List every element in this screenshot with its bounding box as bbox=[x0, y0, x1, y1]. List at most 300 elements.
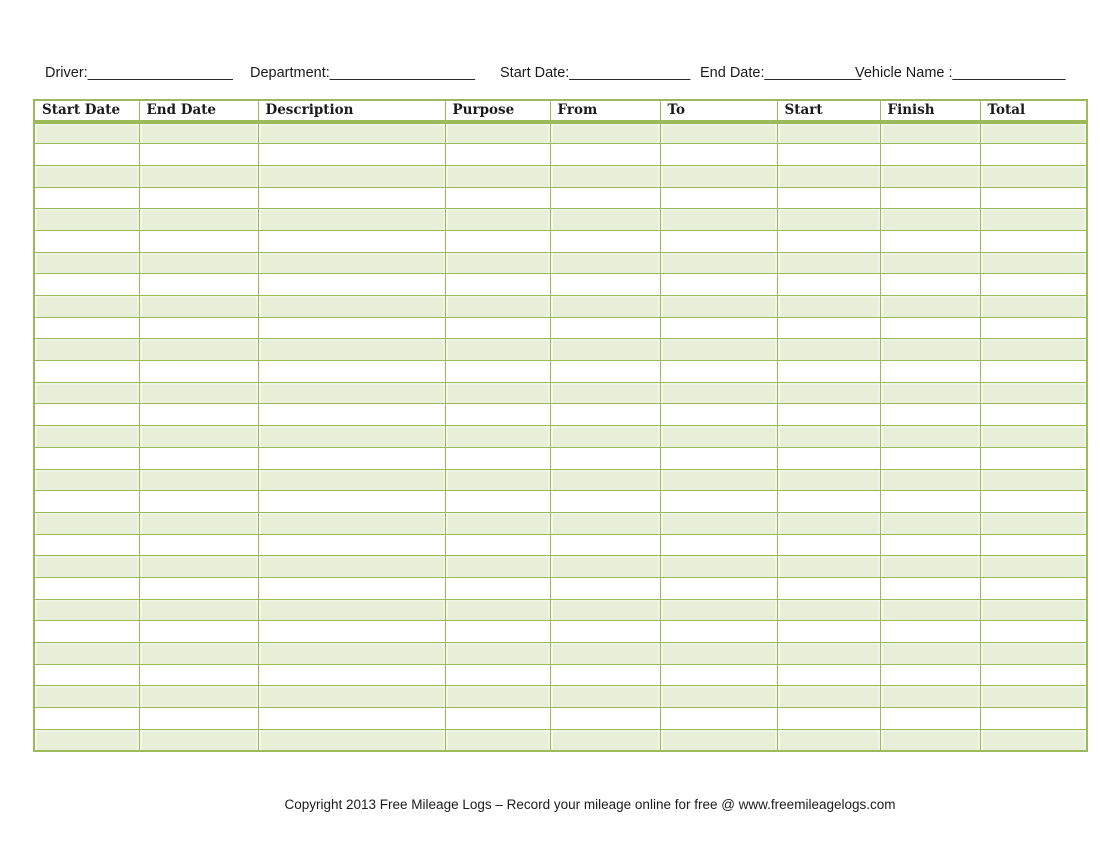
table-cell bbox=[34, 599, 139, 621]
table-cell bbox=[445, 469, 550, 491]
table-cell bbox=[139, 404, 258, 426]
table-cell bbox=[660, 274, 777, 296]
table-cell bbox=[34, 404, 139, 426]
table-cell bbox=[550, 296, 660, 318]
table-cell bbox=[660, 339, 777, 361]
table-cell bbox=[550, 252, 660, 274]
table-cell bbox=[550, 556, 660, 578]
table-cell bbox=[980, 621, 1087, 643]
table-cell bbox=[34, 469, 139, 491]
table-cell bbox=[258, 296, 445, 318]
table-cell bbox=[258, 187, 445, 209]
table-cell bbox=[258, 339, 445, 361]
table-cell bbox=[34, 382, 139, 404]
table-cell bbox=[34, 577, 139, 599]
start-date-field: Start Date:_______________ bbox=[500, 65, 691, 81]
table-cell bbox=[34, 686, 139, 708]
table-cell bbox=[550, 230, 660, 252]
table-cell bbox=[980, 209, 1087, 231]
table-cell bbox=[880, 230, 980, 252]
table-cell bbox=[660, 643, 777, 665]
table-cell bbox=[550, 209, 660, 231]
table-cell bbox=[660, 252, 777, 274]
table-cell bbox=[258, 426, 445, 448]
table-cell bbox=[777, 426, 880, 448]
table-cell bbox=[258, 274, 445, 296]
table-cell bbox=[258, 577, 445, 599]
column-header-end-date: End Date bbox=[139, 100, 258, 122]
table-cell bbox=[980, 361, 1087, 383]
table-cell bbox=[777, 361, 880, 383]
end-date-field: End Date:____________ bbox=[700, 65, 862, 81]
table-cell bbox=[777, 534, 880, 556]
table-cell bbox=[445, 122, 550, 144]
column-header-description: Description bbox=[258, 100, 445, 122]
table-cell bbox=[258, 621, 445, 643]
table-cell bbox=[880, 643, 980, 665]
table-cell bbox=[880, 274, 980, 296]
table-cell bbox=[445, 187, 550, 209]
table-cell bbox=[880, 252, 980, 274]
table-cell bbox=[139, 512, 258, 534]
table-cell bbox=[258, 556, 445, 578]
table-cell bbox=[445, 339, 550, 361]
table-cell bbox=[660, 556, 777, 578]
table-cell bbox=[777, 339, 880, 361]
table-cell bbox=[980, 404, 1087, 426]
table-cell bbox=[258, 664, 445, 686]
table-cell bbox=[980, 686, 1087, 708]
table-cell bbox=[880, 296, 980, 318]
table-cell bbox=[139, 230, 258, 252]
table-cell bbox=[34, 296, 139, 318]
table-row bbox=[34, 122, 1087, 144]
table-cell bbox=[34, 187, 139, 209]
table-cell bbox=[258, 144, 445, 166]
table-cell bbox=[880, 339, 980, 361]
table-cell bbox=[880, 512, 980, 534]
table-row bbox=[34, 144, 1087, 166]
table-row bbox=[34, 599, 1087, 621]
table-row bbox=[34, 382, 1087, 404]
table-cell bbox=[139, 621, 258, 643]
table-cell bbox=[660, 512, 777, 534]
table-cell bbox=[777, 512, 880, 534]
column-header-to: To bbox=[660, 100, 777, 122]
table-cell bbox=[445, 382, 550, 404]
table-cell bbox=[980, 426, 1087, 448]
table-cell bbox=[777, 404, 880, 426]
table-cell bbox=[550, 621, 660, 643]
table-cell bbox=[777, 317, 880, 339]
table-row bbox=[34, 534, 1087, 556]
table-cell bbox=[139, 274, 258, 296]
table-row bbox=[34, 621, 1087, 643]
table-cell bbox=[980, 317, 1087, 339]
table-cell bbox=[980, 643, 1087, 665]
table-cell bbox=[880, 491, 980, 513]
table-cell bbox=[139, 491, 258, 513]
table-cell bbox=[660, 599, 777, 621]
table-cell bbox=[139, 122, 258, 144]
table-cell bbox=[550, 361, 660, 383]
table-cell bbox=[550, 664, 660, 686]
table-row bbox=[34, 686, 1087, 708]
table-row bbox=[34, 664, 1087, 686]
table-cell bbox=[980, 556, 1087, 578]
table-cell bbox=[258, 599, 445, 621]
table-cell bbox=[34, 209, 139, 231]
table-cell bbox=[660, 404, 777, 426]
table-cell bbox=[777, 209, 880, 231]
table-cell bbox=[777, 144, 880, 166]
table-cell bbox=[258, 382, 445, 404]
table-cell bbox=[550, 339, 660, 361]
table-cell bbox=[980, 729, 1087, 751]
table-cell bbox=[445, 643, 550, 665]
table-cell bbox=[777, 664, 880, 686]
table-cell bbox=[880, 686, 980, 708]
table-cell bbox=[980, 708, 1087, 730]
table-cell bbox=[139, 534, 258, 556]
table-cell bbox=[660, 296, 777, 318]
table-row bbox=[34, 491, 1087, 513]
column-header-from: From bbox=[550, 100, 660, 122]
table-cell bbox=[660, 534, 777, 556]
table-cell bbox=[777, 274, 880, 296]
mileage-log-table bbox=[33, 99, 1088, 752]
table-cell bbox=[550, 577, 660, 599]
table-cell bbox=[980, 122, 1087, 144]
table-row bbox=[34, 274, 1087, 296]
table-cell bbox=[880, 469, 980, 491]
table-cell bbox=[550, 686, 660, 708]
table-cell bbox=[980, 230, 1087, 252]
table-cell bbox=[258, 404, 445, 426]
table-cell bbox=[139, 317, 258, 339]
table-cell bbox=[777, 621, 880, 643]
table-cell bbox=[258, 491, 445, 513]
table-cell bbox=[550, 447, 660, 469]
table-cell bbox=[445, 621, 550, 643]
table-cell bbox=[445, 144, 550, 166]
table-cell bbox=[445, 447, 550, 469]
table-cell bbox=[34, 252, 139, 274]
table-cell bbox=[34, 643, 139, 665]
table-cell bbox=[139, 426, 258, 448]
table-cell bbox=[550, 469, 660, 491]
table-cell bbox=[660, 491, 777, 513]
table-cell bbox=[258, 165, 445, 187]
table-cell bbox=[660, 382, 777, 404]
table-cell bbox=[880, 187, 980, 209]
table-cell bbox=[445, 274, 550, 296]
table-cell bbox=[880, 361, 980, 383]
table-cell bbox=[445, 165, 550, 187]
table-cell bbox=[445, 599, 550, 621]
table-body bbox=[34, 122, 1087, 751]
table-cell bbox=[880, 708, 980, 730]
table-cell bbox=[445, 708, 550, 730]
table-cell bbox=[34, 708, 139, 730]
vehicle-name-field: Vehicle Name :______________ bbox=[855, 65, 1066, 81]
table-cell bbox=[980, 664, 1087, 686]
table-cell bbox=[550, 144, 660, 166]
table-cell bbox=[139, 708, 258, 730]
table-cell bbox=[34, 621, 139, 643]
table-cell bbox=[880, 621, 980, 643]
table-cell bbox=[34, 165, 139, 187]
table-cell bbox=[880, 317, 980, 339]
table-cell bbox=[258, 447, 445, 469]
table-cell bbox=[777, 296, 880, 318]
table-row bbox=[34, 339, 1087, 361]
table-cell bbox=[445, 209, 550, 231]
table-row bbox=[34, 209, 1087, 231]
table-cell bbox=[139, 643, 258, 665]
table-cell bbox=[258, 317, 445, 339]
table-cell bbox=[258, 209, 445, 231]
table-cell bbox=[660, 729, 777, 751]
table-cell bbox=[980, 447, 1087, 469]
table-cell bbox=[660, 708, 777, 730]
table-cell bbox=[445, 426, 550, 448]
table-cell bbox=[660, 230, 777, 252]
table-cell bbox=[880, 599, 980, 621]
table-cell bbox=[550, 534, 660, 556]
table-cell bbox=[550, 426, 660, 448]
table-cell bbox=[445, 230, 550, 252]
table-row bbox=[34, 230, 1087, 252]
table-cell bbox=[777, 491, 880, 513]
table-cell bbox=[880, 577, 980, 599]
table-row bbox=[34, 469, 1087, 491]
table-cell bbox=[777, 729, 880, 751]
table-cell bbox=[980, 512, 1087, 534]
table-cell bbox=[660, 426, 777, 448]
table-cell bbox=[660, 209, 777, 231]
table-cell bbox=[445, 296, 550, 318]
table-row bbox=[34, 512, 1087, 534]
table-cell bbox=[445, 361, 550, 383]
table-cell bbox=[880, 404, 980, 426]
table-cell bbox=[880, 382, 980, 404]
table-cell bbox=[550, 729, 660, 751]
table-cell bbox=[34, 512, 139, 534]
table-cell bbox=[445, 556, 550, 578]
table-row bbox=[34, 729, 1087, 751]
table-cell bbox=[660, 144, 777, 166]
table-cell bbox=[777, 382, 880, 404]
table-cell bbox=[660, 664, 777, 686]
table-cell bbox=[550, 187, 660, 209]
table-row bbox=[34, 404, 1087, 426]
table-row bbox=[34, 643, 1087, 665]
table-cell bbox=[139, 361, 258, 383]
table-cell bbox=[660, 187, 777, 209]
table-cell bbox=[258, 122, 445, 144]
table-cell bbox=[445, 317, 550, 339]
table-cell bbox=[660, 165, 777, 187]
table-cell bbox=[139, 469, 258, 491]
column-header-total: Total bbox=[980, 100, 1087, 122]
table-cell bbox=[777, 447, 880, 469]
table-row bbox=[34, 296, 1087, 318]
table-cell bbox=[980, 339, 1087, 361]
table-cell bbox=[660, 577, 777, 599]
table-cell bbox=[880, 426, 980, 448]
table-cell bbox=[777, 599, 880, 621]
table-cell bbox=[139, 599, 258, 621]
table-cell bbox=[34, 274, 139, 296]
table-row bbox=[34, 708, 1087, 730]
table-cell bbox=[777, 230, 880, 252]
table-cell bbox=[258, 686, 445, 708]
table-cell bbox=[34, 426, 139, 448]
table-cell bbox=[777, 556, 880, 578]
table-cell bbox=[550, 317, 660, 339]
table-cell bbox=[777, 165, 880, 187]
column-header-finish: Finish bbox=[880, 100, 980, 122]
table-cell bbox=[550, 708, 660, 730]
table-cell bbox=[550, 643, 660, 665]
table-cell bbox=[34, 664, 139, 686]
table-cell bbox=[139, 577, 258, 599]
table-cell bbox=[880, 729, 980, 751]
table-cell bbox=[445, 252, 550, 274]
table-cell bbox=[445, 512, 550, 534]
copyright-footer: Copyright 2013 Free Mileage Logs – Record your mileage online for free @ www.freemileagelogs.com bbox=[284, 797, 896, 812]
table-cell bbox=[980, 296, 1087, 318]
table-cell bbox=[139, 382, 258, 404]
table-cell bbox=[139, 686, 258, 708]
table-cell bbox=[34, 491, 139, 513]
column-header-start: Start bbox=[777, 100, 880, 122]
table-cell bbox=[445, 491, 550, 513]
table-cell bbox=[34, 317, 139, 339]
table-cell bbox=[980, 577, 1087, 599]
table-cell bbox=[660, 686, 777, 708]
table-cell bbox=[34, 729, 139, 751]
table-cell bbox=[139, 296, 258, 318]
table-row bbox=[34, 165, 1087, 187]
table-row bbox=[34, 556, 1087, 578]
table-cell bbox=[139, 339, 258, 361]
table-cell bbox=[550, 165, 660, 187]
table-cell bbox=[550, 122, 660, 144]
column-header-purpose: Purpose bbox=[445, 100, 550, 122]
column-header-start-date: Start Date bbox=[34, 100, 139, 122]
table-row bbox=[34, 187, 1087, 209]
table-cell bbox=[777, 252, 880, 274]
table-cell bbox=[660, 469, 777, 491]
table-cell bbox=[980, 599, 1087, 621]
table-cell bbox=[34, 339, 139, 361]
table-cell bbox=[258, 361, 445, 383]
table-row bbox=[34, 252, 1087, 274]
table-cell bbox=[139, 447, 258, 469]
table-cell bbox=[777, 686, 880, 708]
table-cell bbox=[34, 534, 139, 556]
table-cell bbox=[258, 469, 445, 491]
table-cell bbox=[139, 209, 258, 231]
table-header-row bbox=[34, 100, 1087, 122]
table-cell bbox=[258, 230, 445, 252]
table-cell bbox=[660, 122, 777, 144]
table-cell bbox=[550, 382, 660, 404]
table-cell bbox=[980, 144, 1087, 166]
table-cell bbox=[34, 144, 139, 166]
table-cell bbox=[880, 447, 980, 469]
table-cell bbox=[980, 274, 1087, 296]
table-cell bbox=[660, 447, 777, 469]
table-cell bbox=[880, 144, 980, 166]
table-cell bbox=[445, 664, 550, 686]
table-cell bbox=[777, 187, 880, 209]
table-cell bbox=[139, 556, 258, 578]
table-row bbox=[34, 447, 1087, 469]
table-cell bbox=[34, 361, 139, 383]
table-cell bbox=[777, 122, 880, 144]
table-row bbox=[34, 361, 1087, 383]
table-cell bbox=[550, 491, 660, 513]
table-cell bbox=[34, 122, 139, 144]
table-cell bbox=[258, 708, 445, 730]
table-cell bbox=[980, 534, 1087, 556]
table-cell bbox=[34, 556, 139, 578]
table-cell bbox=[445, 729, 550, 751]
table-cell bbox=[980, 382, 1087, 404]
table-cell bbox=[777, 469, 880, 491]
table-cell bbox=[880, 165, 980, 187]
table-cell bbox=[880, 122, 980, 144]
table-cell bbox=[550, 512, 660, 534]
table-cell bbox=[139, 165, 258, 187]
table-cell bbox=[880, 664, 980, 686]
table-cell bbox=[550, 599, 660, 621]
table-cell bbox=[34, 447, 139, 469]
table-cell bbox=[258, 534, 445, 556]
table-cell bbox=[445, 577, 550, 599]
table-row bbox=[34, 426, 1087, 448]
table-cell bbox=[980, 491, 1087, 513]
table-cell bbox=[980, 252, 1087, 274]
table-cell bbox=[445, 534, 550, 556]
table-cell bbox=[980, 469, 1087, 491]
table-cell bbox=[980, 187, 1087, 209]
table-cell bbox=[34, 230, 139, 252]
table-cell bbox=[777, 577, 880, 599]
table-cell bbox=[550, 404, 660, 426]
table-row bbox=[34, 317, 1087, 339]
table-cell bbox=[660, 361, 777, 383]
table-cell bbox=[777, 708, 880, 730]
table-cell bbox=[660, 317, 777, 339]
table-cell bbox=[258, 729, 445, 751]
table-cell bbox=[660, 621, 777, 643]
table-cell bbox=[777, 643, 880, 665]
table-cell bbox=[139, 664, 258, 686]
table-cell bbox=[550, 274, 660, 296]
table-row bbox=[34, 577, 1087, 599]
table-cell bbox=[880, 556, 980, 578]
table-cell bbox=[139, 729, 258, 751]
table-cell bbox=[880, 534, 980, 556]
table-cell bbox=[880, 209, 980, 231]
table-cell bbox=[139, 144, 258, 166]
table-cell bbox=[445, 404, 550, 426]
table-cell bbox=[139, 252, 258, 274]
